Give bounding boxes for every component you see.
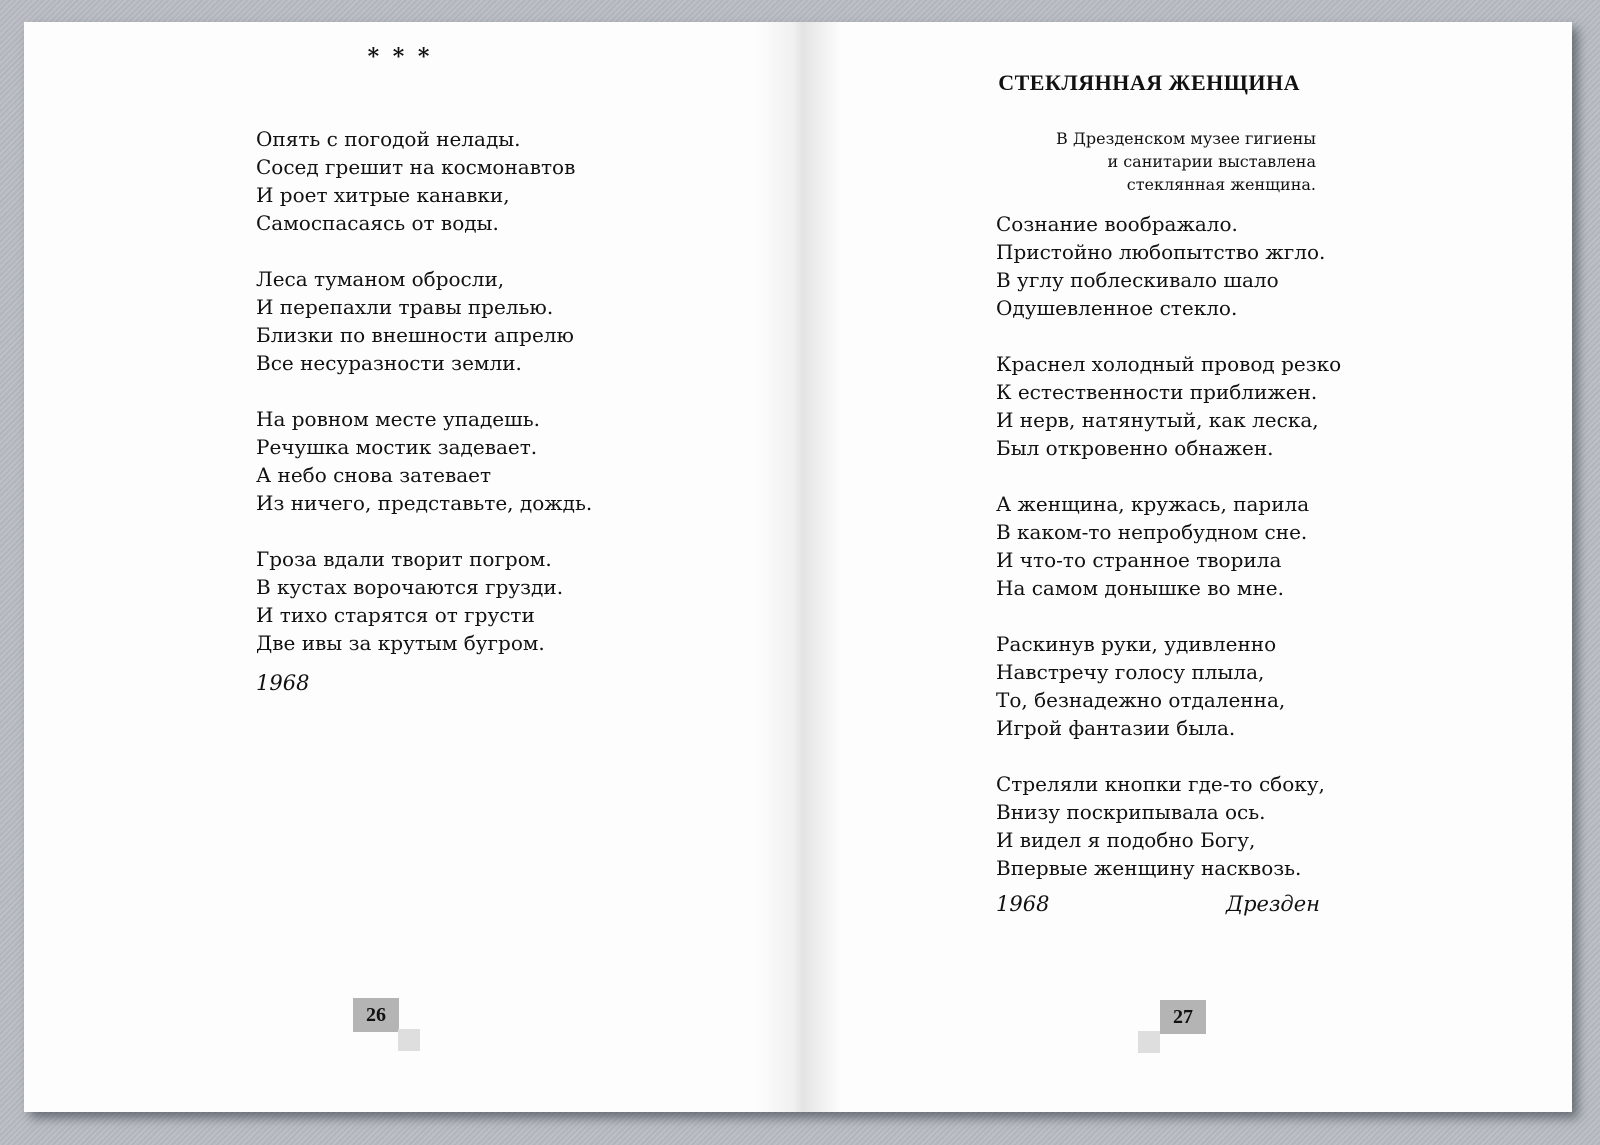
poem-line: Сознание воображало. [996,212,1238,236]
poem-date: 1968 [996,892,1050,916]
poem-line: В углу поблескивало шало [996,268,1279,292]
poem-line: Леса туманом обросли, [256,267,505,291]
right-poem [996,210,1342,910]
poem-line: И нерв, натянутый, как леска, [996,408,1319,432]
poem-line: А небо снова затевает [256,463,492,487]
poem-date: 1968 [256,671,310,695]
stanza [256,125,676,237]
stanza [256,405,676,517]
left-poem [256,125,676,697]
poem-title: СТЕКЛЯННАЯ ЖЕНЩИНА [998,70,1300,95]
poem-line: Гроза вдали творит погром. [256,547,552,571]
poem-line: То, безнадежно отдаленна, [996,688,1286,712]
poem-line: Опять с погодой нелады. [256,127,521,151]
poem-line: Раскинув руки, удивленно [996,632,1277,656]
epigraph-line: стеклянная женщина. [1126,175,1316,194]
stanza [996,210,1336,322]
poem-line: На самом донышке во мне. [996,576,1284,600]
poem-line: Навстречу голосу плыла, [996,660,1265,684]
page-number-right: 27 [1160,1000,1206,1034]
poem-line: Краснел холодный провод резко [996,352,1342,376]
poem-line: Две ивы за крутым бугром. [256,631,545,655]
epigraph [1050,127,1316,196]
page-number-left: 26 [353,998,399,1032]
poem-line: А женщина, кружась, парила [996,492,1310,516]
poem-line: Самоспасаясь от воды. [256,211,499,235]
stanza [256,265,676,377]
poem-line: И что-то странное творила [996,548,1282,572]
poem-line: Речушка мостик задевает. [256,435,538,459]
stanza [996,350,1342,462]
poem-line: В каком-то непробудном сне. [996,520,1308,544]
poem-line: И перепахли травы прелью. [256,295,554,319]
poem-line: Впервые женщину насквозь. [996,856,1302,880]
poem-line: Из ничего, представьте, дождь. [256,491,593,515]
poem-place: Дрезден [1226,892,1320,916]
poem-line: И роет хитрые канавки, [256,183,510,207]
poem-line: На ровном месте упадешь. [256,407,540,431]
page-number-decoration [1138,1031,1160,1053]
stanza [256,545,676,657]
poem-line: К естественности приближен. [996,380,1318,404]
poem-line: Внизу поскрипывала ось. [996,800,1266,824]
page-number-decoration [398,1029,420,1051]
poem-line: Пристойно любопытство жгло. [996,240,1326,264]
poem-line: Игрой фантазии была. [996,716,1236,740]
poem-line: Сосед грешит на космонавтов [256,155,576,179]
epigraph-line: и санитарии выставлена [1107,152,1316,171]
poem-line: Все несуразности земли. [256,351,522,375]
poem-line: В кустах ворочаются грузди. [256,575,564,599]
poem-signature [996,890,1320,920]
stanza [996,630,1336,742]
stanza [996,490,1336,602]
stanza [996,770,1336,882]
poem-line: И видел я подобно Богу, [996,828,1256,852]
poem-line: Одушевленное стекло. [996,296,1238,320]
poem-line: Близки по внешности апрелю [256,323,574,347]
poem-heading-stars: * * * [367,44,433,70]
poem-line: И тихо старятся от грусти [256,603,535,627]
epigraph-line: В Дрезденском музее гигиены [1056,129,1316,148]
poem-line: Стреляли кнопки где-то сбоку, [996,772,1325,796]
poem-line: Был откровенно обнажен. [996,436,1274,460]
